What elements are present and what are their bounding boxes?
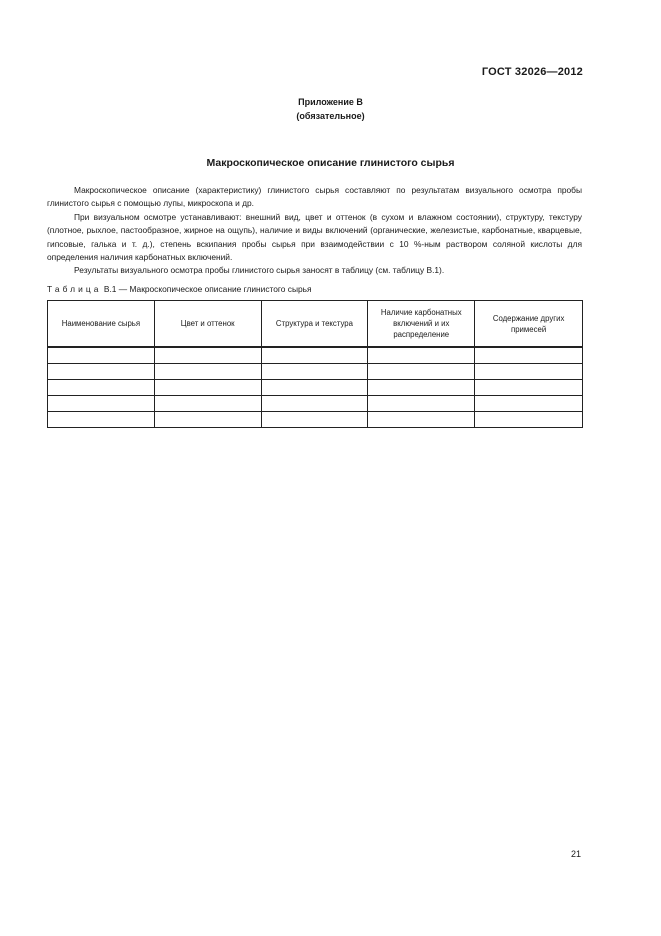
table-cell: [48, 347, 155, 364]
body-text: [47, 184, 582, 278]
table-header-row: [48, 301, 583, 348]
page-number: 21: [570, 849, 581, 859]
table-cell: [475, 364, 583, 380]
table-cell: [48, 380, 155, 396]
table-cell: [154, 347, 261, 364]
table-cell: [261, 364, 368, 380]
table-cell: [368, 380, 475, 396]
column-header: Наличие карбонатных включений и их распределение: [368, 301, 475, 348]
table-cell: [48, 412, 155, 428]
table-cell: [475, 412, 583, 428]
table-body: [48, 347, 583, 428]
table-cell: [48, 396, 155, 412]
table-cell: [154, 396, 261, 412]
column-header: Цвет и оттенок: [154, 301, 261, 348]
table-caption-word: Таблица: [47, 284, 102, 294]
annex-heading: [0, 95, 661, 123]
paragraph: Результаты визуального осмотра пробы глинистого сырья заносят в таблицу (см. таблицу В.1).: [74, 265, 445, 276]
table-cell: [368, 396, 475, 412]
table-cell: [368, 347, 475, 364]
description-table: [47, 300, 583, 428]
table-row: [48, 380, 583, 396]
annex-title: Приложение В: [298, 97, 363, 107]
paragraph: При визуальном осмотре устанавливают: внешний вид, цвет и оттенок (в сухом и влажном состоянии), структуру, текстуру (плотное, рыхлое, пастообразное, жирное на ощупь), наличие и виды включений (органические, железистые, карбонатные, кварцевые, гипсовые, галька и т. д.), степень вскипания пробы сырья при взаимодействии с 10 %-ным раствором соляной кислоты для определения наличия карбонатных включений.: [47, 211, 582, 263]
table-cell: [154, 364, 261, 380]
table-cell: [48, 364, 155, 380]
table-cell: [261, 396, 368, 412]
table-row: [48, 364, 583, 380]
table-row: [48, 347, 583, 364]
table-cell: [261, 347, 368, 364]
column-header: Структура и текстура: [261, 301, 368, 348]
table-cell: [368, 364, 475, 380]
table-row: [48, 412, 583, 428]
table-cell: [475, 396, 583, 412]
section-title: Макроскопическое описание глинистого сырья: [206, 157, 455, 169]
table-cell: [368, 412, 475, 428]
table-row: [48, 396, 583, 412]
table-cell: [475, 380, 583, 396]
table-cell: [261, 380, 368, 396]
table-caption: [47, 284, 312, 294]
column-header: Содержание других примесей: [475, 301, 583, 348]
table-caption-text: В.1 — Макроскопическое описание глинистого сырья: [101, 284, 312, 294]
standard-code: ГОСТ 32026—2012: [481, 66, 583, 78]
table-cell: [154, 412, 261, 428]
table-cell: [261, 412, 368, 428]
paragraph: Макроскопическое описание (характеристику) глинистого сырья составляют по результатам визуального осмотра пробы глинистого сырья с помощью лупы, микроскопа и др.: [47, 185, 582, 209]
column-header: Наименование сырья: [48, 301, 155, 348]
annex-status: (обязательное): [296, 111, 365, 121]
table-cell: [154, 380, 261, 396]
table-cell: [475, 347, 583, 364]
